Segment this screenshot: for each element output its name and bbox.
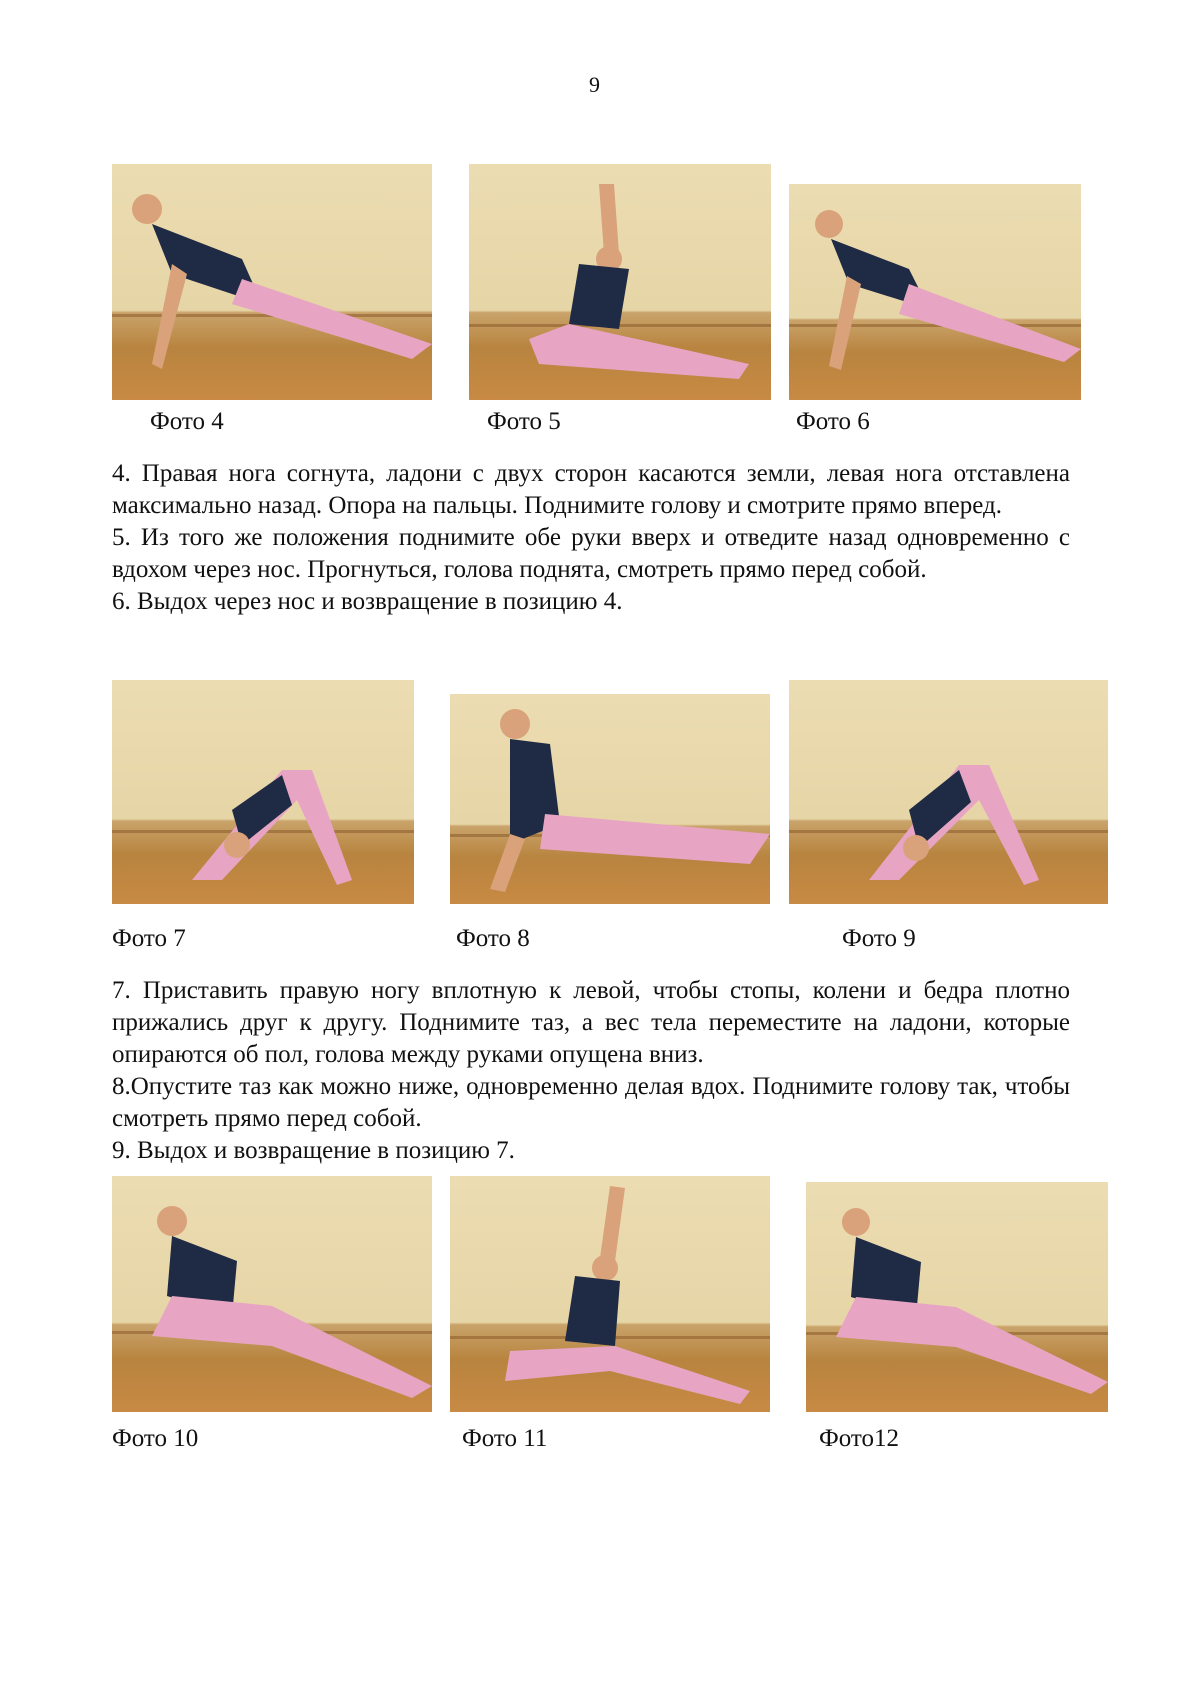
downward-dog-figure <box>789 680 1108 904</box>
instructions-block-1 <box>112 458 1070 618</box>
photo-11 <box>450 1176 770 1412</box>
step-9-text: 9. Выдох и возвращение в позицию 7. <box>112 1137 515 1164</box>
lunge-pose-figure <box>806 1182 1108 1412</box>
step-5-text: 5. Из того же положения поднимите обе руки вверх и отведите назад одновременно с вдохом через нос. Прогнуться, голова поднята, смотреть прямо перед собой. <box>112 524 1070 583</box>
instructions-block-2 <box>112 975 1070 1167</box>
lunge-pose-figure <box>112 1176 432 1412</box>
caption-photo-6: Фото 6 <box>796 408 870 435</box>
raised-arms-lunge-figure <box>450 1176 770 1412</box>
photo-4 <box>112 164 432 400</box>
photo-10 <box>112 1176 432 1412</box>
caption-photo-7: Фото 7 <box>112 925 186 952</box>
caption-photo-8: Фото 8 <box>456 925 530 952</box>
lunge-pose-figure <box>112 164 432 400</box>
step-4-text: 4. Правая нога согнута, ладони с двух сторон касаются земли, левая нога отставлена максимально назад. Опора на пальцы. Поднимите голову и смотрите прямо вперед. <box>112 460 1070 519</box>
step-6-text: 6. Выдох через нос и возвращение в позицию 4. <box>112 588 623 615</box>
photo-8 <box>450 694 770 904</box>
upward-dog-figure <box>450 694 770 904</box>
photo-12 <box>806 1182 1108 1412</box>
lunge-pose-figure <box>789 184 1081 400</box>
downward-dog-figure <box>112 680 414 904</box>
caption-photo-12: Фото12 <box>819 1425 900 1452</box>
caption-photo-10: Фото 10 <box>112 1425 199 1452</box>
photo-9 <box>789 680 1108 904</box>
photo-7 <box>112 680 414 904</box>
photo-6 <box>789 184 1081 400</box>
photo-5 <box>469 164 771 400</box>
caption-photo-11: Фото 11 <box>462 1425 548 1452</box>
step-7-text: 7. Приставить правую ногу вплотную к левой, чтобы стопы, колени и бедра плотно прижались друг к другу. Поднимите таз, а вес тела переместите на ладони, которые опираются об пол, голова между руками опущена вниз. <box>112 977 1070 1068</box>
raised-arms-lunge-figure <box>469 164 771 400</box>
caption-photo-4: Фото 4 <box>150 408 224 435</box>
caption-photo-5: Фото 5 <box>487 408 561 435</box>
step-8-text: 8.Опустите таз как можно ниже, одновременно делая вдох. Поднимите голову так, чтобы смотреть прямо перед собой. <box>112 1073 1070 1132</box>
caption-photo-9: Фото 9 <box>842 925 916 952</box>
page-number: 9 <box>589 72 600 97</box>
